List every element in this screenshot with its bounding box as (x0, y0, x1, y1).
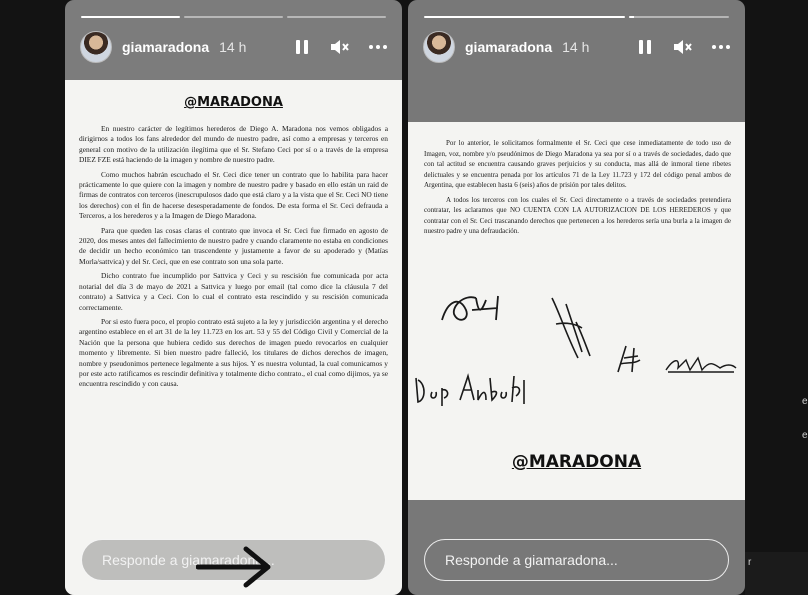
story-progress (81, 16, 386, 18)
pause-icon[interactable] (290, 35, 314, 59)
signature-3 (412, 370, 532, 410)
mute-icon[interactable] (328, 35, 352, 59)
paragraph: Como muchos habrán escuchado el Sr. Ceci dice tener un contrato que lo habilita para hacer prácticamente lo que quiere con la imagen y nombre de nuestro padre y basado en ello están un raid de firmas de contratos con terceros (inescrupulosos dado que está claro y a la vista que el Sr. Ceci NO tiene los derechos) con el fin de hacerse desesperadamente de fondos. De esta forma el Sr. Ceci defrauda a Terceros, a los herederos y a la Imagen de Diego Maradona. (79, 169, 388, 221)
paragraph: Para que queden las cosas claras el contrato que invoca el Sr. Ceci fue firmado en agosto de 2020, dos meses antes del fallecimiento de nuestro padre y cuando claramente no estaba en condiciones de decidir un hecho económico tan trascendente y justamente a favor de su apoderado y (Matías Morla/sattvica) y del Sr. Ceci, que en ese contrato son una sola parte. (79, 225, 388, 266)
pause-icon[interactable] (633, 35, 657, 59)
pointer-arrow-icon (196, 545, 274, 589)
maradona-handle[interactable]: @MARADONA (511, 452, 642, 472)
signature-5 (664, 354, 738, 376)
progress-segment (287, 16, 386, 18)
reply-input[interactable]: Responde a giamaradona... (81, 539, 386, 581)
post-time: 14 h (562, 39, 590, 55)
document-text (65, 110, 402, 390)
signature-2 (546, 294, 596, 364)
edge-panel (745, 552, 808, 595)
edge-fragment: r (748, 557, 752, 568)
story-card-left[interactable] (65, 0, 402, 595)
signature-1 (438, 290, 518, 330)
paragraph: Por si esto fuera poco, el propio contrato está sujeto a la ley y jurisdicción argentina y el derecho argentino establece en el art 31 de la ley 11.723 en los art. 53 y 55 del Código Civil y Comercial de la Nación que la persona que hubiera cedido sus derechos de imagen puedo revocarlos en cualquier momento y libremente. Si bien nuestro padre falleció, los titulares de dichos derechos de imagen, nombre y pseudonimos pertenece legalmente a sus hijos. Y es nuestra voluntad, la cual comunicamos y por este acto ratificamos es rescindir definitiva y totalmente dicho contrato., el cual como dijimos, ya se encuentra rescindido y con causa. (79, 316, 388, 389)
progress-segment (81, 16, 180, 18)
reply-input[interactable]: Responde a giamaradona... (424, 539, 729, 581)
signature-4 (614, 342, 644, 374)
username[interactable]: giamaradona (465, 39, 553, 55)
document-page (408, 122, 745, 500)
story-card-right[interactable] (408, 0, 745, 595)
story-header (80, 31, 390, 63)
paragraph: Dicho contrato fue incumplido por Sattvica y Ceci y su rescisión fue comunicada por acta notarial del día 3 de mayo de 2021 a Sattvica y luego por email (tal como dice la cláusula 7 del contrato) a Sattvica y a Ceci. Con lo cual el contrato esta rescindido y su rescisión comunicada correctamente. (79, 271, 388, 312)
document-page (65, 80, 402, 595)
progress-segment (629, 16, 729, 18)
document-text (408, 122, 745, 237)
post-time: 14 h (219, 39, 247, 55)
progress-segment (184, 16, 283, 18)
mute-icon[interactable] (671, 35, 695, 59)
edge-fragment: e (802, 430, 808, 441)
story-header (423, 31, 733, 63)
edge-fragment: e (802, 396, 808, 407)
maradona-handle[interactable]: @MARADONA (184, 95, 283, 110)
more-icon[interactable] (366, 35, 390, 59)
paragraph: A todos los terceros con los cuales el Sr. Ceci directamente o a través de sociedades pretendiera contratar, les aclaramos que NO CUENTA CON LA AUTORIZACION DE LOS HEREDEROS y que contratar con el Sr. Ceci trascanando derechos que pertenecen a los herederos sería una burla a la imagen de nuestro padre y una defraudación. (424, 195, 731, 235)
username[interactable]: giamaradona (122, 39, 210, 55)
avatar[interactable] (80, 31, 112, 63)
paragraph: En nuestro carácter de legítimos herederos de Diego A. Maradona nos vemos obligados a dirigirnos a todos los fans alrededor del mundo de nuestro padre, así como a empresas y terceros en general con motivo de la utilización ilegítima que el Sr. Stefano Ceci por sí o a través de la empresa DIEZ FZE está haciendo de la imagen y nombre de nuestro padre. (79, 124, 388, 165)
story-progress (424, 16, 729, 18)
more-icon[interactable] (709, 35, 733, 59)
avatar[interactable] (423, 31, 455, 63)
paragraph: Por lo anterior, le solicitamos formalmente el Sr. Ceci que cese inmediatamente de todo uso de Imagen, voz, nombre y/o pseudónimos de Diego Maradona ya sea por sí o a través de sociedades, dado que con tal actitud se encuentra causando graves perjuicios y su conducta, mas allá de inmoral tiene ribetes delictuales y se encuentra penada por los artículos 71 de la Ley 11.723 y 172 del código penal ambos de Argentina, que establecen hasta 6 (seis) años de prisión por tales delitos. (424, 139, 731, 189)
progress-segment (424, 16, 625, 18)
